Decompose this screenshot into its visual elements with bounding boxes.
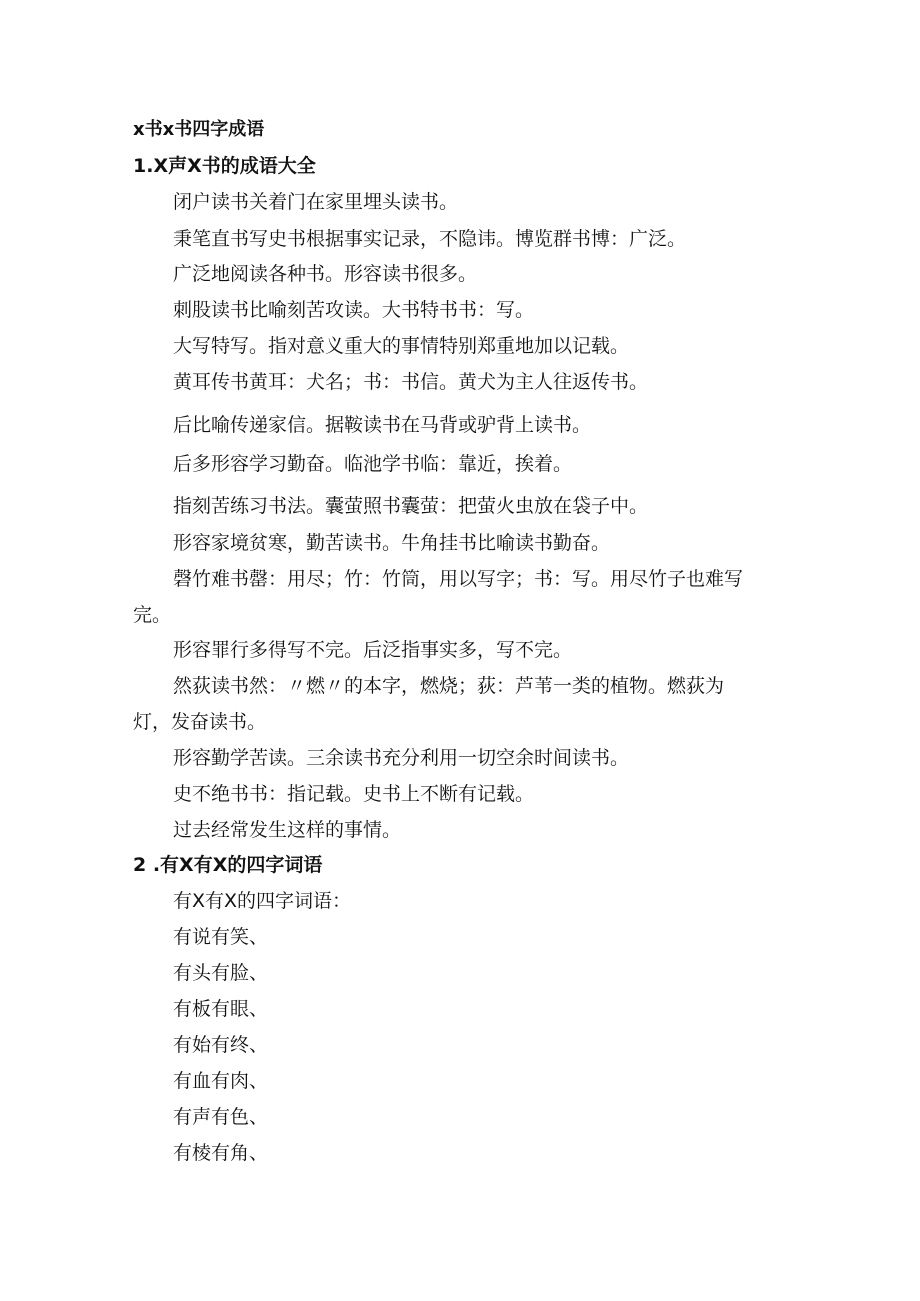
list-item: 有声有色、 xyxy=(173,1106,269,1128)
section-2-heading: 2 .有X有X的四字词语 xyxy=(133,854,323,876)
paragraph-line: 秉笔直书写史书根据事实记录，不隐讳。博览群书博：广泛。 xyxy=(173,228,687,250)
paragraph-line: 史不绝书书：指记载。史书上不断有记载。 xyxy=(173,783,535,805)
paragraph-line: 广泛地阅读各种书。形容读书很多。 xyxy=(173,263,478,285)
page-title: x书x书四字成语 xyxy=(133,119,265,140)
section-1-heading: 1.X声X书的成语大全 xyxy=(133,155,316,177)
paragraph-line: 形容罪行多得写不完。后泛指事实多，写不完。 xyxy=(173,639,573,661)
paragraph-line-continuation: 灯，发奋读书。 xyxy=(133,711,267,733)
list-item: 有始有终、 xyxy=(173,1034,269,1056)
paragraph-line: 然荻读书然：〃燃〃的本字，燃烧；荻：芦苇一类的植物。燃荻为 xyxy=(173,675,725,697)
paragraph-line: 刺股读书比喻刻苦攻读。大书特书书：写。 xyxy=(173,299,535,321)
paragraph-line: 大写特写。指对意义重大的事情特别郑重地加以记载。 xyxy=(173,335,630,357)
list-item: 有头有脸、 xyxy=(173,962,269,984)
paragraph-line: 闭户读书关着门在家里埋头读书。 xyxy=(173,191,459,213)
paragraph-line: 过去经常发生这样的事情。 xyxy=(173,819,402,841)
paragraph-line-continuation: 完。 xyxy=(133,604,172,626)
list-item: 有说有笑、 xyxy=(173,926,269,948)
section-2-intro: 有X有X的四字词语： xyxy=(173,890,352,912)
paragraph-line: 黄耳传书黄耳：犬名；书：书信。黄犬为主人往返传书。 xyxy=(173,371,649,393)
paragraph-line: 磬竹难书罄：用尽；竹：竹筒，用以写字；书：写。用尽竹子也难写 xyxy=(173,568,744,590)
paragraph-line: 形容家境贫寒，勤苦读书。牛角挂书比喻读书勤奋。 xyxy=(173,532,611,554)
list-item: 有板有眼、 xyxy=(173,998,269,1020)
list-item: 有棱有角、 xyxy=(173,1142,269,1164)
list-item: 有血有肉、 xyxy=(173,1070,269,1092)
paragraph-line: 后比喻传递家信。据鞍读书在马背或驴背上读书。 xyxy=(173,414,592,436)
paragraph-line: 指刻苦练习书法。囊萤照书囊萤：把萤火虫放在袋子中。 xyxy=(173,495,649,517)
paragraph-line: 后多形容学习勤奋。临池学书临：靠近，挨着。 xyxy=(173,453,573,475)
paragraph-line: 形容勤学苦读。三余读书充分利用一切空余时间读书。 xyxy=(173,747,630,769)
